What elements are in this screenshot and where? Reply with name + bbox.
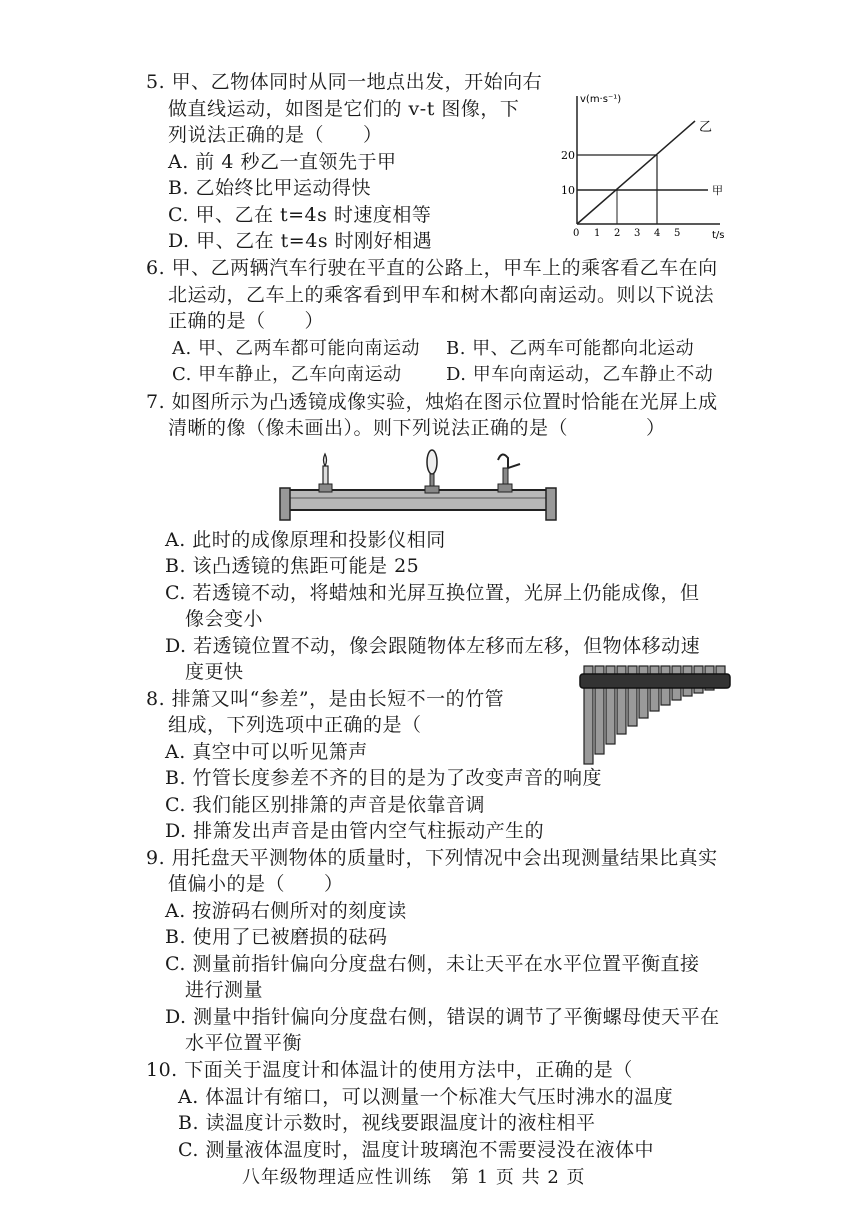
q10-option-b: B. 读温度计示数时，视线要跟温度计的液柱相平 [178,1112,596,1134]
q7-option-d-line1: D. 若透镜位置不动，像会跟随物体左移而左移，但物体移动速 [165,635,701,657]
q7-stem-line1: 7. 如图所示为凸透镜成像实验，烛焰在图示位置时恰能在光屏上成 [146,391,718,413]
q5-option-d: D. 甲、乙在 t=4s 时刚好相遇 [168,230,433,252]
bench-rail [284,490,552,510]
graph-xtick-3: 3 [634,228,641,239]
q9-option-d-line2: 水平位置平衡 [185,1032,303,1054]
q7-optical-bench-figure [278,448,560,524]
q8-option-b: B. 竹管长度参差不齐的目的是为了改变声音的响度 [165,767,603,789]
q8-option-d: D. 排箫发出声音是由管内空气柱振动产生的 [165,820,545,842]
graph-x-label: t/s [712,230,725,240]
q5-option-b: B. 乙始终比甲运动得快 [168,177,372,199]
q10-option-a: A. 体温计有缩口，可以测量一个标准大气压时沸水的温度 [178,1086,674,1108]
light-screen [498,454,520,468]
q10-option-c: C. 测量液体温度时，温度计玻璃泡不需要浸没在液体中 [178,1139,654,1161]
convex-lens [427,450,437,474]
candle-body [323,466,328,486]
bench-left-leg [280,488,290,520]
q6-option-a: A. 甲、乙两车都可能向南运动 [172,338,420,359]
q7-option-c-line2: 像会变小 [185,608,264,630]
q6-stem-line3: 正确的是（ ） [168,310,325,332]
graph-ytick-10: 10 [561,184,575,197]
panpipe-binding [580,674,730,688]
candle-flame [324,454,327,466]
graph-line-yi [577,121,695,224]
q8-option-a: A. 真空中可以听见箫声 [165,741,368,763]
q8-stem-line1: 8. 排箫又叫“参差”，是由长短不一的竹管 [146,688,505,710]
q7-option-d-line2: 度更快 [185,661,244,683]
q9-stem-line2: 值偏小的是（ ） [168,873,344,895]
graph-xtick-5: 5 [674,228,681,239]
graph-xtick-1: 1 [594,228,601,239]
graph-ytick-20: 20 [561,149,575,162]
q6-stem-line1: 6. 甲、乙两辆汽车行驶在平直的公路上，甲车上的乘客看乙车在向 [146,257,718,279]
q5-stem-line3: 列说法正确的是（ ） [168,124,383,146]
bench-right-leg [546,488,556,520]
q7-stem-line2: 清晰的像（像未画出）。则下列说法正确的是（ ） [168,417,666,439]
q5-option-a: A. 前 4 秒乙一直领先于甲 [168,151,397,173]
q5-stem-line2: 做直线运动，如图是它们的 v-t 图像，下 [168,98,520,120]
q9-option-a: A. 按游码右侧所对的刻度读 [165,900,407,922]
q7-option-c-line1: C. 若透镜不动，将蜡烛和光屏互换位置，光屏上仍能成像，但 [165,582,700,604]
q5-option-c: C. 甲、乙在 t=4s 时速度相等 [168,204,432,226]
q8-option-c: C. 我们能区别排箫的声音是依靠音调 [165,794,485,816]
q10-stem: 10. 下面关于温度计和体温计的使用方法中，正确的是（ [146,1059,633,1081]
graph-y-label: v(m·s⁻¹) [580,94,622,105]
q8-stem-line2: 组成，下列选项中正确的是（ [168,714,422,736]
q6-option-c: C. 甲车静止，乙车向南运动 [172,364,402,385]
q6-option-d: D. 甲车向南运动，乙车静止不动 [446,364,714,385]
q9-option-c-line1: C. 测量前指针偏向分度盘右侧，未让天平在水平位置平衡直接 [165,953,700,975]
q5-vt-graph [560,88,740,240]
q7-option-a: A. 此时的成像原理和投影仪相同 [165,529,446,551]
page-footer: 八年级物理适应性训练 第 1 页 共 2 页 [242,1167,586,1188]
candle-holder [319,484,332,492]
graph-xtick-2: 2 [614,228,621,239]
graph-xtick-0: 0 [573,228,580,239]
q7-option-b: B. 该凸透镜的焦距可能是 25 [165,555,420,577]
q5-stem-line1: 5. 甲、乙物体同时从同一地点出发，开始向右 [146,71,543,93]
q9-option-d-line1: D. 测量中指针偏向分度盘右侧，错误的调节了平衡螺母使天平在 [165,1006,720,1028]
graph-label-jia: 甲 [712,184,723,197]
q9-option-b: B. 使用了已被磨损的砝码 [165,926,388,948]
screen-stand [503,468,508,486]
q8-panpipe-figure [574,660,734,768]
q6-stem-line2: 北运动，乙车上的乘客看到甲车和树木都向南运动。则以下说法 [168,284,715,306]
graph-xtick-4: 4 [654,228,661,239]
q9-stem-line1: 9. 用托盘天平测物体的质量时，下列情况中会出现测量结果比真实 [146,847,718,869]
q6-option-b: B. 甲、乙两车可能都向北运动 [446,338,695,359]
q9-option-c-line2: 进行测量 [185,979,264,1001]
graph-label-yi: 乙 [699,120,713,135]
